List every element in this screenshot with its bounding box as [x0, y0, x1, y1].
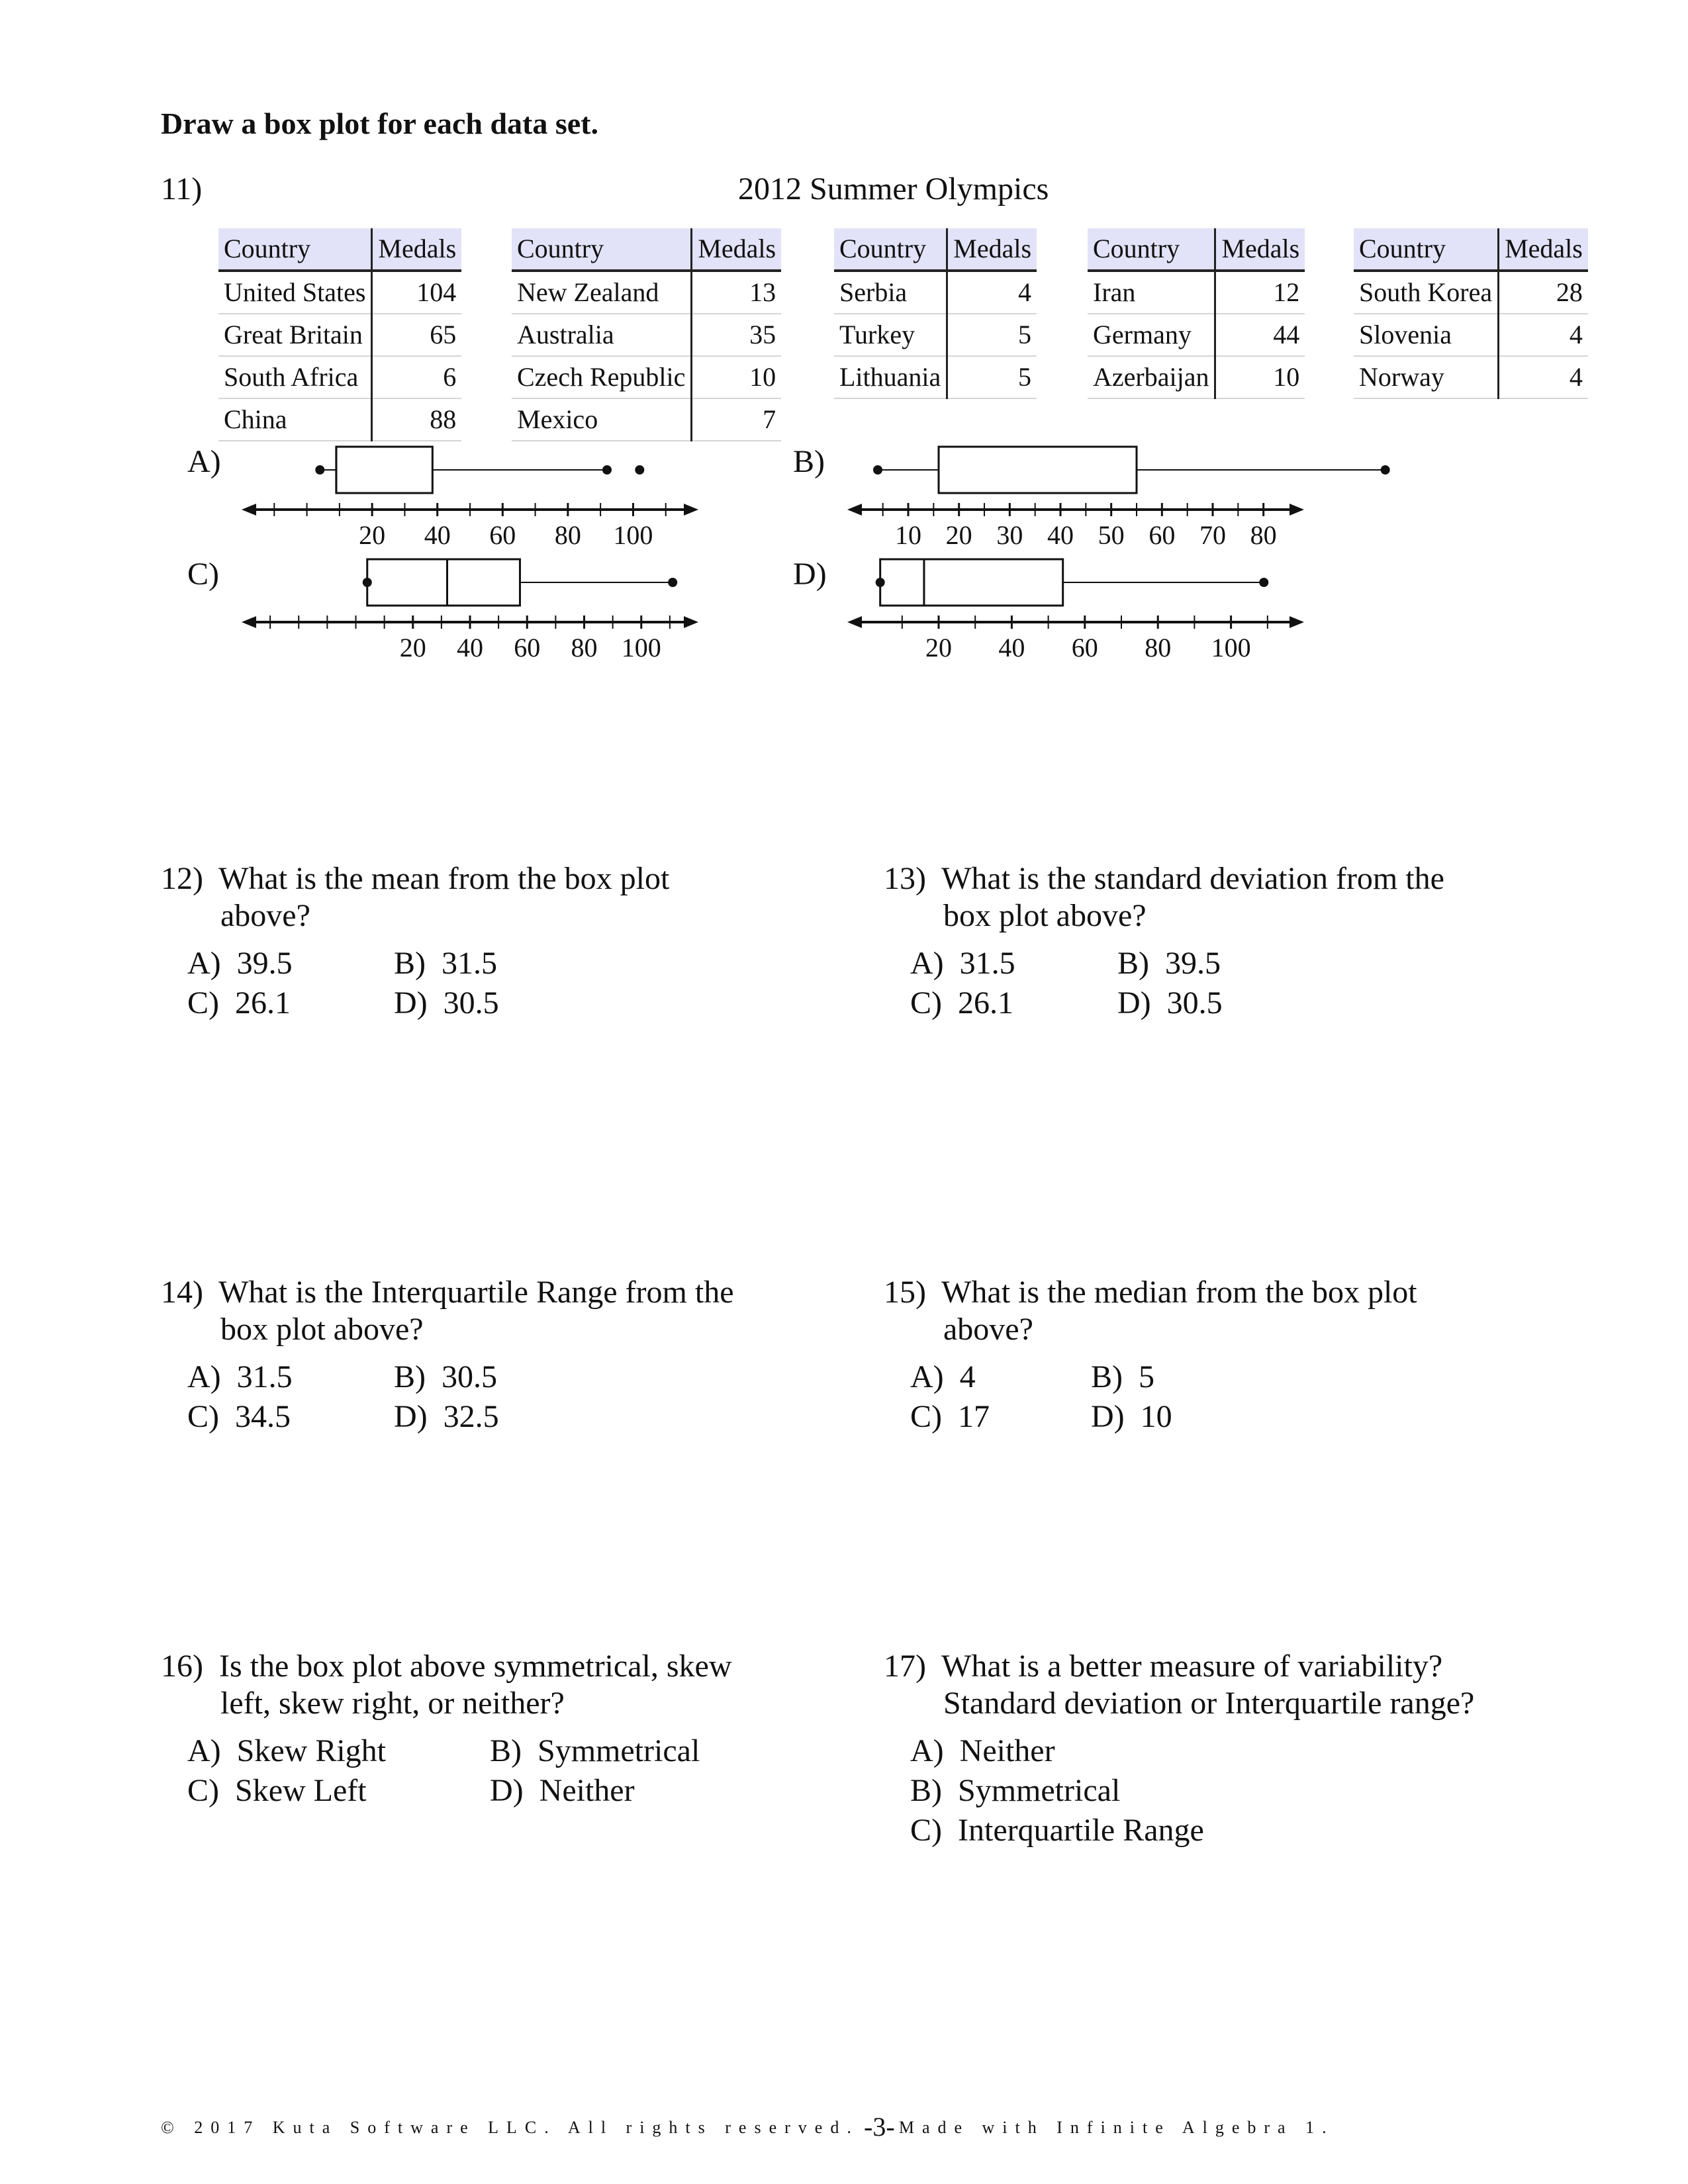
arrow-right: [1289, 504, 1304, 516]
medals-cell: 6: [372, 356, 461, 398]
medals-header: Medals: [1215, 228, 1305, 271]
medals-cell: 44: [1215, 314, 1305, 356]
question-14-number: 14): [161, 1275, 203, 1310]
country-cell: Australia: [512, 314, 692, 356]
tick-label: 80: [1145, 633, 1172, 662]
country-header: Country: [218, 228, 372, 271]
box-plot-a[interactable]: [235, 437, 705, 556]
table-row: [512, 398, 781, 441]
q17-option-b[interactable]: B) Symmetrical: [910, 1773, 1121, 1808]
tick-label: 80: [554, 520, 581, 550]
medals-header: Medals: [372, 228, 461, 271]
medals-header: Medals: [692, 228, 781, 271]
q13-option-a[interactable]: A) 31.5: [910, 946, 1015, 981]
table-row: [1354, 314, 1588, 356]
q16-option-a[interactable]: A) Skew Right: [187, 1733, 387, 1768]
medals-cell: 104: [372, 271, 461, 314]
tick-label: 70: [1199, 520, 1226, 550]
country-cell: South Africa: [218, 356, 372, 398]
box-plot-d[interactable]: [841, 549, 1311, 668]
tick-label: 80: [571, 633, 598, 662]
country-cell: China: [218, 398, 372, 441]
table-row: [1088, 356, 1305, 398]
medals-cell: 10: [692, 356, 781, 398]
question-13: [884, 860, 1493, 934]
table-row: [1088, 271, 1305, 314]
q12-option-b[interactable]: B) 31.5: [394, 946, 497, 981]
medal-table-4: [1088, 228, 1305, 399]
q15-option-b[interactable]: B) 5: [1091, 1359, 1154, 1394]
tick-label: 40: [1047, 520, 1074, 550]
tick-label: 100: [1211, 633, 1251, 662]
arrow-left: [242, 504, 256, 516]
tick-label: 30: [996, 520, 1023, 550]
medals-cell: 7: [692, 398, 781, 441]
tick-label: 100: [621, 633, 661, 662]
tick-label: 40: [457, 633, 483, 662]
medals-cell: 28: [1499, 271, 1588, 314]
medals-cell: 4: [1499, 314, 1588, 356]
question-17: [884, 1648, 1519, 1722]
medals-cell: 5: [947, 314, 1037, 356]
choice-c-label[interactable]: C): [187, 557, 219, 592]
tick-label: 20: [359, 520, 386, 550]
tick-label: 20: [399, 633, 426, 662]
arrow-right: [684, 616, 698, 628]
q16-option-b[interactable]: B) Symmetrical: [490, 1733, 700, 1768]
q16-option-d[interactable]: D) Neither: [490, 1773, 635, 1808]
tick-label: 60: [1149, 520, 1176, 550]
medals-cell: 5: [947, 356, 1037, 398]
max-point: [668, 578, 677, 587]
tick-label: 100: [613, 520, 653, 550]
tick-label: 80: [1250, 520, 1277, 550]
country-cell: Mexico: [512, 398, 692, 441]
country-header: Country: [1354, 228, 1499, 271]
table-row: [834, 356, 1037, 398]
arrow-right: [684, 504, 698, 516]
medals-header: Medals: [947, 228, 1037, 271]
question-14-text: What is the Interquartile Range from the box plot above?: [218, 1275, 734, 1347]
iqr-box: [939, 447, 1137, 493]
tick-label: 60: [489, 520, 516, 550]
table-row: [512, 356, 781, 398]
table-row: [512, 271, 781, 314]
country-cell: Germany: [1088, 314, 1215, 356]
medals-header: Medals: [1499, 228, 1588, 271]
q14-option-c[interactable]: C) 34.5: [187, 1399, 291, 1434]
medal-table-5: [1354, 228, 1588, 399]
tick-label: 20: [945, 520, 972, 550]
table-row: [834, 271, 1037, 314]
country-cell: Lithuania: [834, 356, 947, 398]
question-17-text: What is a better measure of variability? Standard deviation or Interquartile range?: [941, 1649, 1475, 1721]
medal-table-3: [834, 228, 1037, 399]
box-plot-c[interactable]: [235, 549, 705, 668]
medal-table-2: [512, 228, 781, 441]
country-cell: Slovenia: [1354, 314, 1499, 356]
box-plot-b[interactable]: [841, 437, 1311, 556]
country-cell: New Zealand: [512, 271, 692, 314]
question-13-text: What is the standard deviation from the box plot above?: [941, 861, 1444, 933]
choice-a-label[interactable]: A): [187, 444, 221, 479]
question-16-text: Is the box plot above symmetrical, skew left, skew right, or neither?: [218, 1649, 732, 1721]
country-cell: United States: [218, 271, 372, 314]
tick-label: 40: [424, 520, 451, 550]
arrow-left: [847, 616, 862, 628]
medals-cell: 10: [1215, 356, 1305, 398]
table-row: [218, 271, 461, 314]
question-14: [161, 1274, 770, 1348]
table-row: [1088, 314, 1305, 356]
arrow-left: [242, 616, 256, 628]
table-row: [1354, 356, 1588, 398]
q14-option-a[interactable]: A) 31.5: [187, 1359, 293, 1394]
medals-cell: 65: [372, 314, 461, 356]
question-17-number: 17): [884, 1649, 926, 1684]
q12-option-d[interactable]: D) 30.5: [394, 985, 499, 1021]
data-set-title: 2012 Summer Olympics: [738, 171, 1049, 206]
q15-option-c[interactable]: C) 17: [910, 1399, 990, 1434]
tick-label: 60: [1071, 633, 1098, 662]
country-cell: South Korea: [1354, 271, 1499, 314]
medals-cell: 4: [1499, 356, 1588, 398]
q17-option-c[interactable]: C) Interquartile Range: [910, 1813, 1204, 1848]
question-12: [161, 860, 743, 934]
country-cell: Azerbaijan: [1088, 356, 1215, 398]
country-cell: Norway: [1354, 356, 1499, 398]
country-header: Country: [512, 228, 692, 271]
question-12-text: What is the mean from the box plot above?: [218, 861, 670, 933]
q13-option-c[interactable]: C) 26.1: [910, 985, 1013, 1021]
tick-label: 20: [925, 633, 952, 662]
q15-option-a[interactable]: A) 4: [910, 1359, 976, 1394]
q12-option-a[interactable]: A) 39.5: [187, 946, 293, 981]
medal-table-1: [218, 228, 461, 441]
q14-option-b[interactable]: B) 30.5: [394, 1359, 497, 1394]
instructions: Draw a box plot for each data set.: [161, 107, 598, 140]
table-row: [218, 356, 461, 398]
min-point: [873, 465, 882, 475]
tick-label: 60: [514, 633, 541, 662]
choice-b-label[interactable]: B): [793, 444, 825, 479]
footer-copyright: © 2017 Kuta Software LLC. All rights reserved. Made with Infinite Algebra 1.: [161, 2118, 1335, 2137]
medals-cell: 13: [692, 271, 781, 314]
question-15-text: What is the median from the box plot above?: [941, 1275, 1417, 1347]
country-cell: Great Britain: [218, 314, 372, 356]
q15-option-d[interactable]: D) 10: [1091, 1399, 1172, 1434]
q12-option-c[interactable]: C) 26.1: [187, 985, 291, 1021]
country-cell: Serbia: [834, 271, 947, 314]
table-row: [834, 314, 1037, 356]
table-row: [218, 398, 461, 441]
q17-option-a[interactable]: A) Neither: [910, 1733, 1055, 1768]
q14-option-d[interactable]: D) 32.5: [394, 1399, 499, 1434]
question-11-number: 11): [161, 171, 203, 206]
min-point: [315, 465, 324, 475]
max-point: [1259, 578, 1268, 587]
question-15-number: 15): [884, 1275, 926, 1310]
outlier-point: [635, 465, 644, 475]
medals-cell: 12: [1215, 271, 1305, 314]
table-row: [512, 314, 781, 356]
tick-label: 50: [1098, 520, 1125, 550]
country-cell: Turkey: [834, 314, 947, 356]
country-header: Country: [1088, 228, 1215, 271]
q16-option-c[interactable]: C) Skew Left: [187, 1773, 367, 1808]
iqr-box: [367, 559, 520, 606]
iqr-box: [336, 447, 432, 493]
question-16-number: 16): [161, 1649, 203, 1684]
table-row: [1354, 271, 1588, 314]
max-point: [1381, 465, 1390, 475]
question-13-number: 13): [884, 861, 926, 896]
iqr-box: [880, 559, 1063, 606]
min-point: [876, 578, 885, 587]
medals-cell: 4: [947, 271, 1037, 314]
country-header: Country: [834, 228, 947, 271]
question-16: [161, 1648, 770, 1722]
max-point: [602, 465, 612, 475]
arrow-right: [1289, 616, 1304, 628]
table-row: [218, 314, 461, 356]
arrow-left: [847, 504, 862, 516]
q13-option-d[interactable]: D) 30.5: [1117, 985, 1223, 1021]
question-15: [884, 1274, 1466, 1348]
question-12-number: 12): [161, 861, 203, 896]
country-cell: Iran: [1088, 271, 1215, 314]
choice-d-label[interactable]: D): [793, 557, 827, 592]
medals-cell: 35: [692, 314, 781, 356]
medals-cell: 88: [372, 398, 461, 441]
page-number: -3-: [864, 2112, 895, 2142]
min-point: [363, 578, 372, 587]
tick-label: 40: [998, 633, 1025, 662]
q13-option-b[interactable]: B) 39.5: [1117, 946, 1221, 981]
country-cell: Czech Republic: [512, 356, 692, 398]
tick-label: 10: [895, 520, 921, 550]
